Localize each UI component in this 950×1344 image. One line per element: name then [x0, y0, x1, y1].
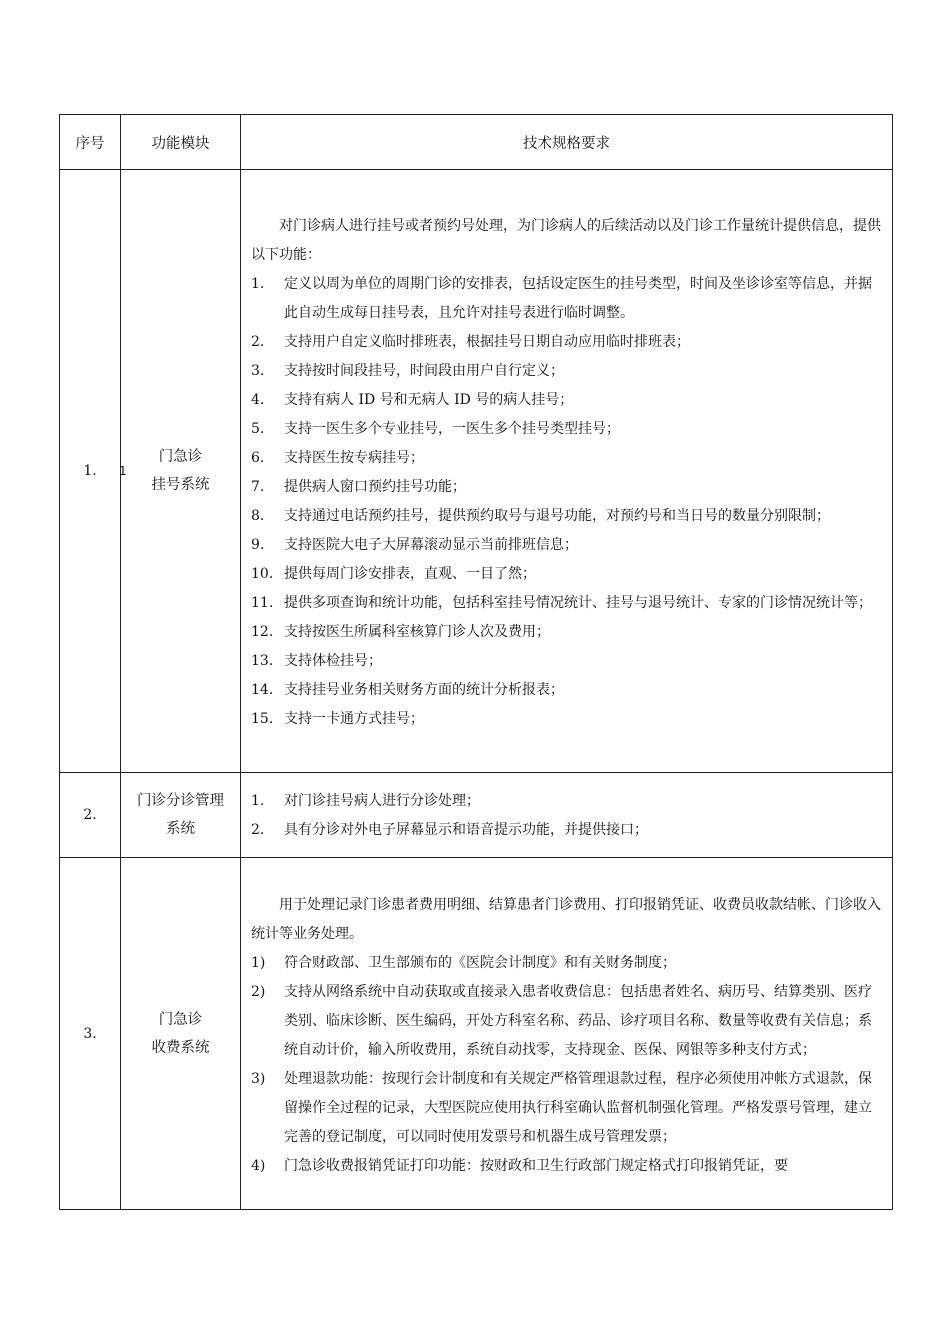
stray-mark: 1	[119, 464, 127, 478]
list-item: 1. 对门诊挂号病人进行分诊处理；	[251, 793, 480, 809]
module-name-line2: 系统	[166, 821, 195, 837]
module-name-line2: 收费系统	[151, 1039, 210, 1056]
requirements-intro: 用于处理记录门诊患者费用明细、结算患者门诊费用、打印报销凭证、收费员收款结帐、门诊收入统计等业务处理。	[251, 896, 881, 942]
row-requirements	[241, 170, 893, 773]
list-item: 4. 支持有病人 ID 号和无病人 ID 号的病人挂号；	[251, 392, 574, 408]
table-row	[60, 170, 893, 773]
row-seq	[60, 170, 121, 773]
list-item: 9. 支持医院大电子大屏幕滚动显示当前排班信息；	[251, 537, 578, 553]
row-module	[121, 170, 241, 773]
list-item: 6. 支持医生按专病挂号；	[251, 450, 424, 466]
header-requirements: 技术规格要求	[241, 115, 893, 170]
module-name-line1: 门急诊	[158, 449, 203, 465]
list-item: 8. 支持通过电话预约挂号，提供预约取号与退号功能，对预约号和当日号的数量分别限制；	[251, 508, 830, 524]
module-name-line1: 门诊分诊管理	[137, 793, 224, 809]
header-module: 功能模块	[121, 115, 241, 170]
list-item: 12. 支持按医生所属科室核算门诊人次及费用；	[251, 624, 550, 640]
requirements-list	[251, 949, 884, 1181]
list-item: 14. 支持挂号业务相关财务方面的统计分析报表；	[251, 682, 564, 698]
list-item: 2. 支持用户自定义临时排班表，根据挂号日期自动应用临时排班表；	[251, 334, 690, 350]
header-seq: 序号	[60, 115, 121, 170]
seq-number: 1.	[83, 463, 97, 479]
row-seq	[60, 858, 121, 1210]
requirements-list	[251, 787, 884, 845]
list-item: 11. 提供多项查询和统计功能，包括科室挂号情况统计、挂号与退号统计、专家的门诊情况统计等；	[251, 595, 872, 611]
table-row	[60, 858, 893, 1210]
list-item: 13. 支持体检挂号；	[251, 653, 382, 669]
header-row	[60, 115, 893, 170]
list-item: 10. 提供每周门诊安排表，直观、一目了然；	[251, 566, 536, 582]
list-item: 7. 提供病人窗口预约挂号功能；	[251, 479, 466, 495]
seq-number: 2.	[83, 807, 97, 823]
list-item: 3. 支持按时间段挂号，时间段由用户自行定义；	[251, 363, 564, 379]
requirements-intro: 对门诊病人进行挂号或者预约号处理，为门诊病人的后续活动以及门诊工作量统计提供信息，提供以下功能：	[251, 218, 881, 263]
list-item: 2) 支持从网络系统中自动获取或直接录入患者收费信息：包括患者姓名、病历号、结算类别、医疗类别、临床诊断、医生编码，开处方科室名称、药品、诊疗项目名称、数量等收费有关信息；系统自动计价，输入所收费用，系统自动找零，支持现金、医保、网银等多种支付方式；	[251, 983, 872, 1058]
seq-number: 3.	[83, 1025, 97, 1042]
list-item: 4) 门急诊收费报销凭证打印功能：按财政和卫生行政部门规定格式打印报销凭证，要	[251, 1157, 788, 1174]
requirements-list	[251, 270, 884, 734]
list-item: 3) 处理退款功能：按现行会计制度和有关规定严格管理退款过程，程序必须使用冲帐方式退款，保留操作全过程的记录，大型医院应使用执行科室确认监督机制强化管理。严格发票号管理，建立完善的登记制度，可以同时使用发票号和机器生成号管理发票；	[251, 1070, 872, 1145]
list-item: 5. 支持一医生多个专业挂号，一医生多个挂号类型挂号；	[251, 421, 620, 437]
row-module	[121, 773, 241, 858]
module-name-line2: 挂号系统	[151, 477, 210, 493]
row-requirements	[241, 773, 893, 858]
module-name-line1: 门急诊	[158, 1011, 203, 1028]
table-row	[60, 773, 893, 858]
list-item: 15. 支持一卡通方式挂号；	[251, 711, 424, 727]
row-module	[121, 858, 241, 1210]
list-item: 1) 符合财政部、卫生部颁布的《医院会计制度》和有关财务制度；	[251, 954, 676, 971]
row-requirements	[241, 858, 893, 1210]
spec-table	[59, 114, 893, 1210]
row-seq	[60, 773, 121, 858]
list-item: 1. 定义以周为单位的周期门诊的安排表，包括设定医生的挂号类型，时间及坐诊诊室等信息，并据此自动生成每日挂号表，且允许对挂号表进行临时调整。	[251, 276, 872, 321]
list-item: 2. 具有分诊对外电子屏幕显示和语音提示功能，并提供接口；	[251, 822, 648, 838]
